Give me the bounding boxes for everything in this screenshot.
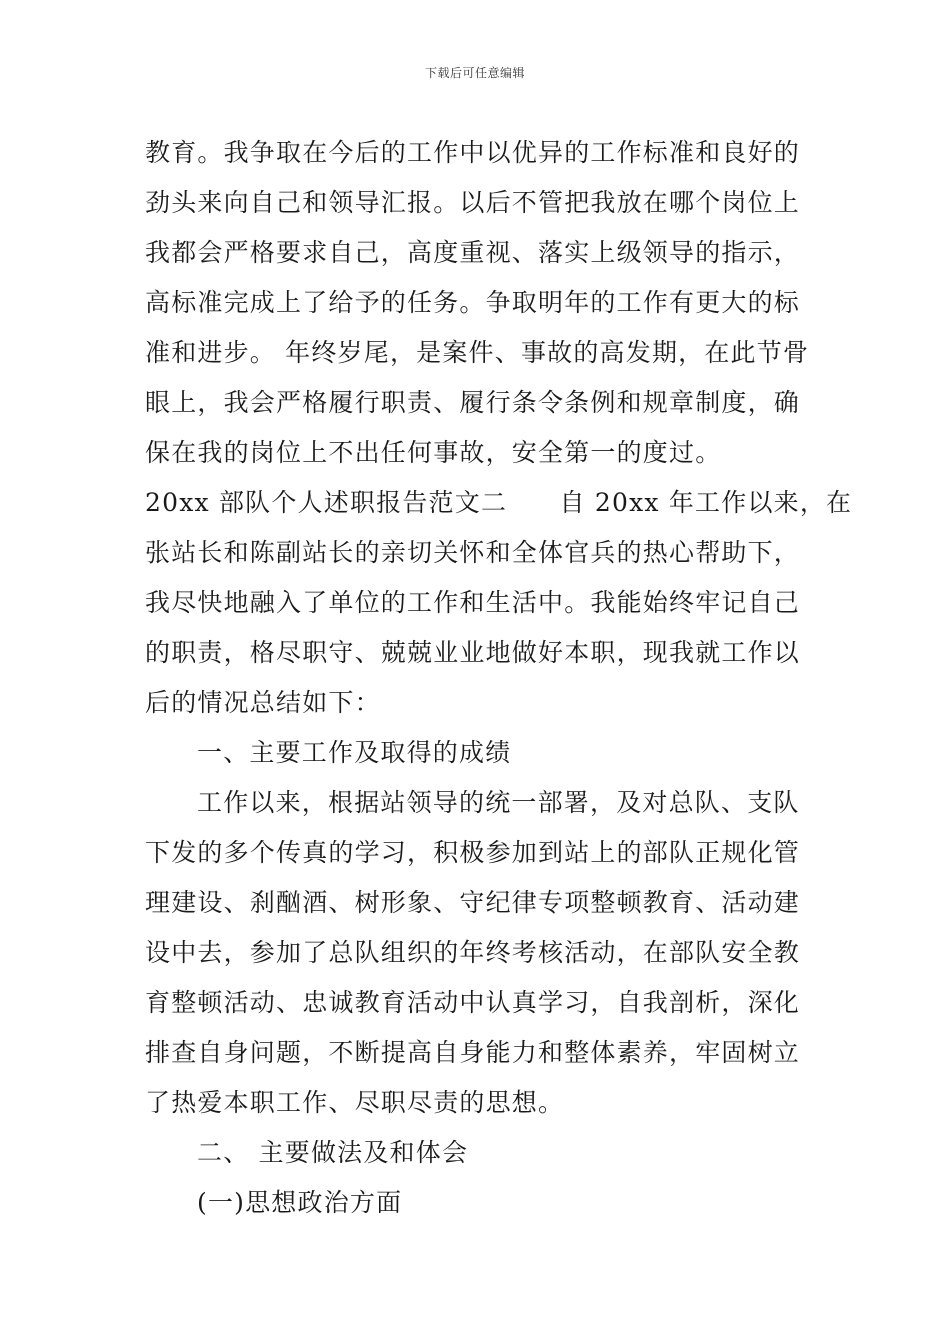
document-body [145, 128, 853, 1228]
page-header: 下载后可任意编辑 [424, 66, 525, 80]
body-line: 教育。我争取在今后的工作中以优异的工作标准和良好的 [145, 138, 801, 167]
section-title-line: 20xx 部队个人述职报告范文二 自 20xx 年工作以来，在 [145, 488, 853, 517]
heading-line: 二、 主要做法及和体会 [197, 1138, 469, 1167]
body-line: 张站长和陈副站长的亲切关怀和全体官兵的热心帮助下， [145, 538, 801, 567]
body-line: 育整顿活动、忠诚教育活动中认真学习，自我剖析，深化 [145, 988, 801, 1017]
body-line: 设中去，参加了总队组织的年终考核活动，在部队安全教 [145, 938, 801, 967]
heading-line: 一、主要工作及取得的成绩 [197, 738, 512, 767]
body-line: 下发的多个传真的学习，积极参加到站上的部队正规化管 [145, 838, 801, 867]
body-line: 我尽快地融入了单位的工作和生活中。我能始终牢记自己 [145, 588, 801, 617]
body-line: 眼上，我会严格履行职责、履行条令条例和规章制度，确 [145, 388, 801, 417]
body-line: 后的情况总结如下： [145, 688, 381, 717]
body-line: 理建设、刹酗酒、树形象、守纪律专项整顿教育、活动建 [145, 888, 801, 917]
body-line: 保在我的岗位上不出任何事故，安全第一的度过。 [145, 438, 722, 467]
body-line: 工作以来，根据站领导的统一部署，及对总队、支队 [197, 788, 800, 817]
body-line: 我都会严格要求自己，高度重视、落实上级领导的指示， [145, 238, 801, 267]
body-line: 了热爱本职工作、尽职尽责的思想。 [145, 1088, 565, 1117]
body-line: 排查自身问题，不断提高自身能力和整体素养，牢固树立 [145, 1038, 801, 1067]
body-line: 劲头来向自己和领导汇报。以后不管把我放在哪个岗位上 [145, 188, 801, 217]
subheading-line: (一)思想政治方面 [197, 1188, 403, 1217]
body-line: 准和进步。 年终岁尾，是案件、事故的高发期，在此节骨 [145, 338, 810, 367]
body-line: 高标准完成上了给予的任务。争取明年的工作有更大的标 [145, 288, 801, 317]
body-line: 的职责，格尽职守、兢兢业业地做好本职，现我就工作以 [145, 638, 801, 667]
